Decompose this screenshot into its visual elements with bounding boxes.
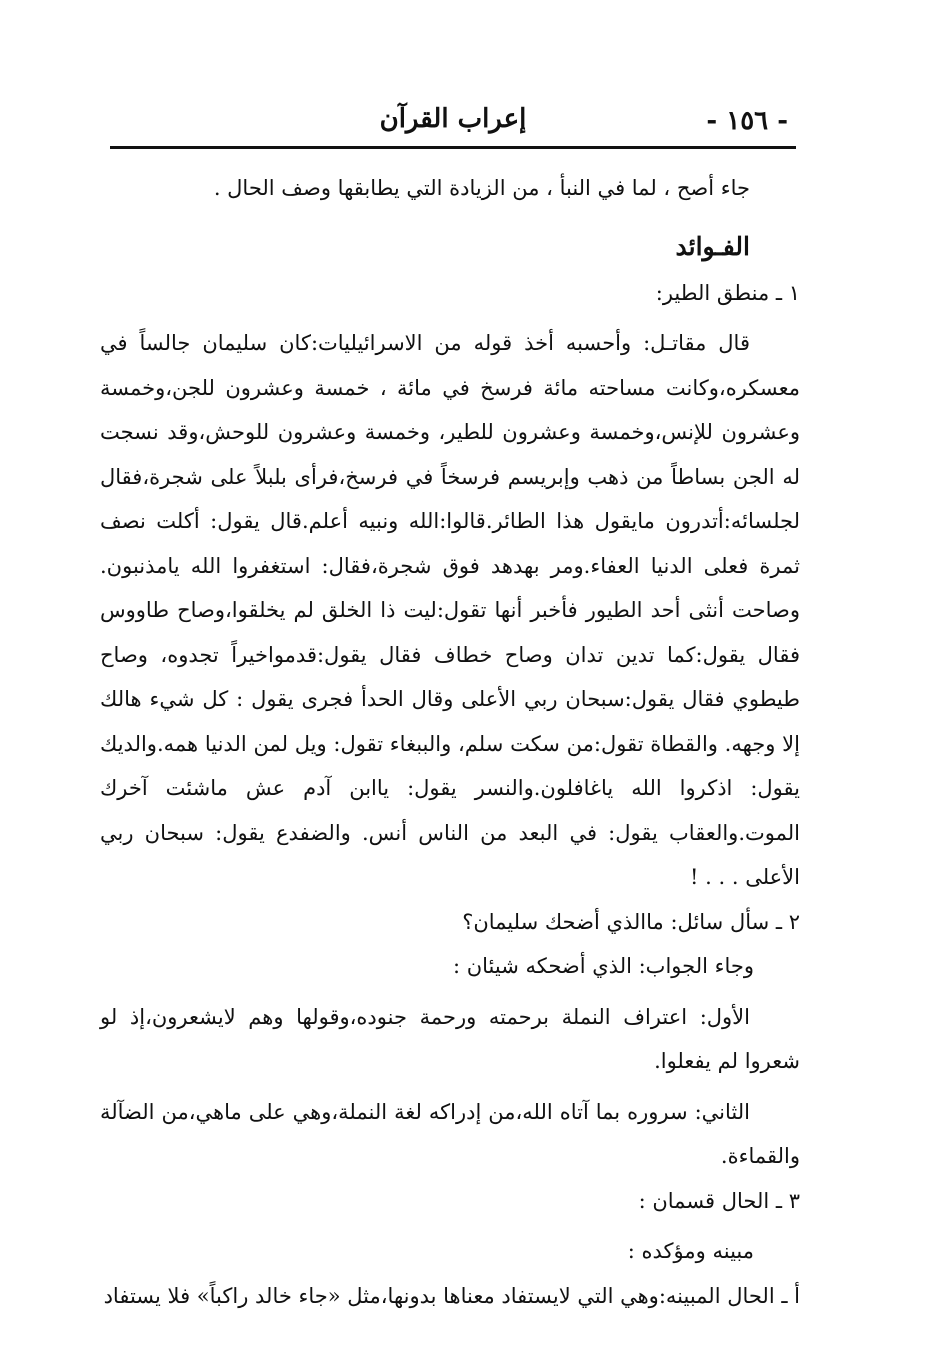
item-1-paragraph: قال مقاتـل: وأحسبه أخذ قوله من الاسرائيليات:كان سليمان جالساً في معسكره،وكانت مساحته مائة فرسخ في مائة ، خمسة وعشرون للجن،وخمسة وعشرون للإنس،وخمسة وعشرون للطير، وخمسة وعشرون للوحش،وقد نسجت له الجن بساطاً من ذهب وإبريسم فرسخاً في فرسخ،فرأى بلبلاً على شجرة،فقال لجلسائه:أتدرون مايقول هذا الطائر.قالوا:الله ونبيه أعلم.قال يقول: أكلت نصف ثمرة فعلى الدنيا العفاء.ومر بهدهد فوق شجرة،فقال: استغفروا الله يامذنبون. وصاحت أنثى أحد الطيور فأخبر أنها تقول:ليت ذا الخلق لم يخلقوا،وصاح طاووس فقال يقول:كما تدين تدان وصاح خطاف فقال يقول:قدمواخيراً تجدوه، وصاح طيطوي فقال يقول:سبحان ربي الأعلى وقال الحدأ فجرى يقول : كل شيء هالك إلا وجهه. والقطاة تقول:من سكت سلم، والببغاء تقول: ويل لمن الدنيا همه.والديك يقول: اذكروا الله ياغافلون.والنسر يقول: ياابن آدم عش ماشئت آخرك الموت.والعقاب يقول: في البعد من الناس أنس. والضفدع يقول: سبحان ربي الأعلى . . . ! [100, 331, 800, 889]
item-2-title: ٢ ـ سأل سائل: ماالذي أضحك سليمان؟ [462, 909, 800, 934]
section-heading: الفـوائد [675, 231, 750, 261]
intro-line: جاء أصح ، لما في النبأ ، من الزيادة التي يطابقها وصف الحال . [213, 176, 750, 200]
item-1-title: ١ ـ منطق الطير: [655, 280, 800, 305]
header-rule [110, 146, 796, 149]
item-3-a: أ ـ الحال المبينه:وهي التي لايستفاد معناها بدونها،مثل «جاء خالد راكباً» فلا يستفاد [103, 1283, 800, 1308]
item-2-answer-intro: وجاء الجواب: الذي أضحكه شيئان : [452, 954, 754, 978]
item-3-subtitle: مبينه ومؤكده : [627, 1239, 754, 1263]
page-number: - ١٥٦ - [706, 106, 788, 136]
book-title: إعراب القرآن [379, 104, 527, 134]
page-body [100, 166, 800, 1318]
page-header [110, 98, 796, 144]
item-2-second-reason: الثاني: سروره بما آتاه الله،من إدراكه لغة النملة،وهي على ماهي،من الضآلة والقماءة. [100, 1099, 800, 1168]
item-3-title: ٣ ـ الحال قسمان : [638, 1188, 800, 1213]
item-2-first-reason: الأول: اعتراف النملة برحمته ورحمة جنوده،وقولها وهم لايشعرون،إذ لو شعروا لم يفعلوا. [100, 1004, 800, 1073]
